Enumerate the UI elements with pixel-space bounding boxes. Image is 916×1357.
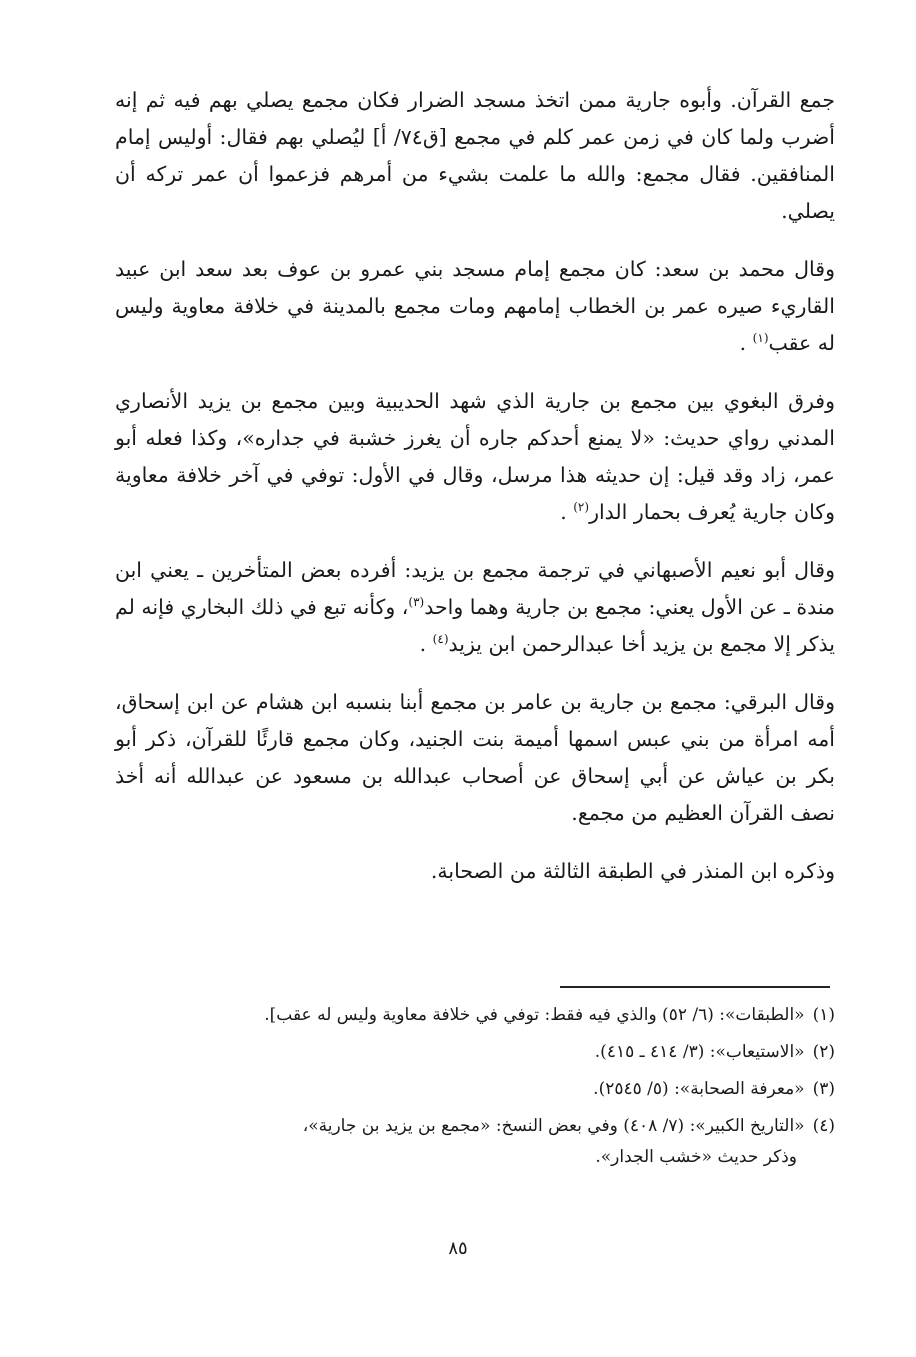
paragraph-4-text-a: وقال أبو نعيم الأصبهاني في ترجمة مجمع بن يزيد: أفرده بعض المتأخرين ـ يعني ابن مندة ـ عن الأول يعني: مجمع بن جارية وهما واحد (115, 558, 835, 619)
paragraph-2-end: . (739, 331, 753, 355)
footnote-text: «الاستيعاب»: (٣/ ٤١٤ ـ ٤١٥). (594, 1042, 805, 1062)
footnote-ref-2: (٢) (573, 500, 590, 515)
footnote-continuation: وذكر حديث «خشب الجدار». (595, 1147, 797, 1167)
paragraph-6: وذكره ابن المنذر في الطبقة الثالثة من الصحابة. (430, 859, 835, 883)
paragraph-3 (115, 383, 835, 531)
footnote-4 (140, 1111, 835, 1173)
paragraph-4-end: . (419, 632, 433, 656)
footnote-number: (٤) (812, 1116, 835, 1136)
footnote-ref-1: (١) (752, 331, 769, 346)
paragraph-1: جمع القرآن. وأبوه جارية ممن اتخذ مسجد الضرار فكان مجمع يصلي بهم فيه ثم إنه أضرب ولما كان في زمن عمر كلم في مجمع [ق٧٤/ أ] ليُصلي بهم فقال: أوليس إمام المنافقين. فقال مجمع: والله ما علمت بشيء من أمرهم فزعموا أن عمر تركه أن يصلي. (115, 88, 835, 223)
footnote-2 (140, 1037, 835, 1068)
footnote-text: «التاريخ الكبير»: (٧/ ٤٠٨) وفي بعض النسخ: «مجمع بن يزيد بن جارية»، (302, 1116, 805, 1136)
main-text (115, 82, 835, 890)
paragraph-2 (115, 251, 835, 362)
footnote-text: «معرفة الصحابة»: (٥/ ٢٥٤٥). (593, 1079, 805, 1099)
paragraph-4-text-b: ، وكأنه تبع في ذلك البخاري فإنه لم يذكر إلا مجمع بن يزيد أخا عبدالرحمن ابن يزيد (115, 595, 835, 656)
footnote-3 (140, 1074, 835, 1105)
footnote-ref-4: (٤) (432, 632, 449, 647)
paragraph-3-end: . (560, 500, 574, 524)
footnote-number: (٢) (812, 1042, 835, 1062)
footnote-text: «الطبقات»: (٦/ ٥٢) والذي فيه فقط: توفي في خلافة معاوية وليس له عقب]. (264, 1005, 805, 1025)
paragraph-3-text: وفرق البغوي بين مجمع بن جارية الذي شهد الحديبية وبين مجمع بن يزيد الأنصاري المدني رواي حديث: «لا يمنع أحدكم جاره أن يغرز خشبة في جداره»، وكذا فعله أبو عمر، زاد وقد قيل: إن حديثه هذا مرسل، وقال في الأول: توفي في آخر خلافة معاوية وكان جارية يُعرف بحمار الدار (115, 389, 835, 524)
footnote-divider (560, 986, 830, 988)
footnote-number: (١) (812, 1005, 835, 1025)
page-number: ٨٥ (448, 1238, 468, 1259)
paragraph-4 (115, 552, 835, 663)
footnote-1 (140, 1000, 835, 1031)
footnote-ref-3: (٣) (408, 595, 425, 610)
footnote-number: (٣) (812, 1079, 835, 1099)
paragraph-2-text: وقال محمد بن سعد: كان مجمع إمام مسجد بني عمرو بن عوف بعد سعد ابن عبيد القاريء صيره عمر بن الخطاب إمامهم ومات مجمع بالمدينة في خلافة معاوية وليس له عقب (115, 257, 835, 355)
footnotes (140, 1000, 835, 1179)
paragraph-5: وقال البرقي: مجمع بن جارية بن عامر بن مجمع أبنا بنسبه ابن هشام عن ابن إسحاق، أمه امرأة من بني عبس اسمها أميمة بنت الجنيد، وكان مجمع قارئًا للقرآن، ذكر أبو بكر بن عياش عن أبي إسحاق عن أصحاب عبدالله بن مسعود عن عبدالله أنه أخذ نصف القرآن العظيم من مجمع. (115, 690, 835, 825)
